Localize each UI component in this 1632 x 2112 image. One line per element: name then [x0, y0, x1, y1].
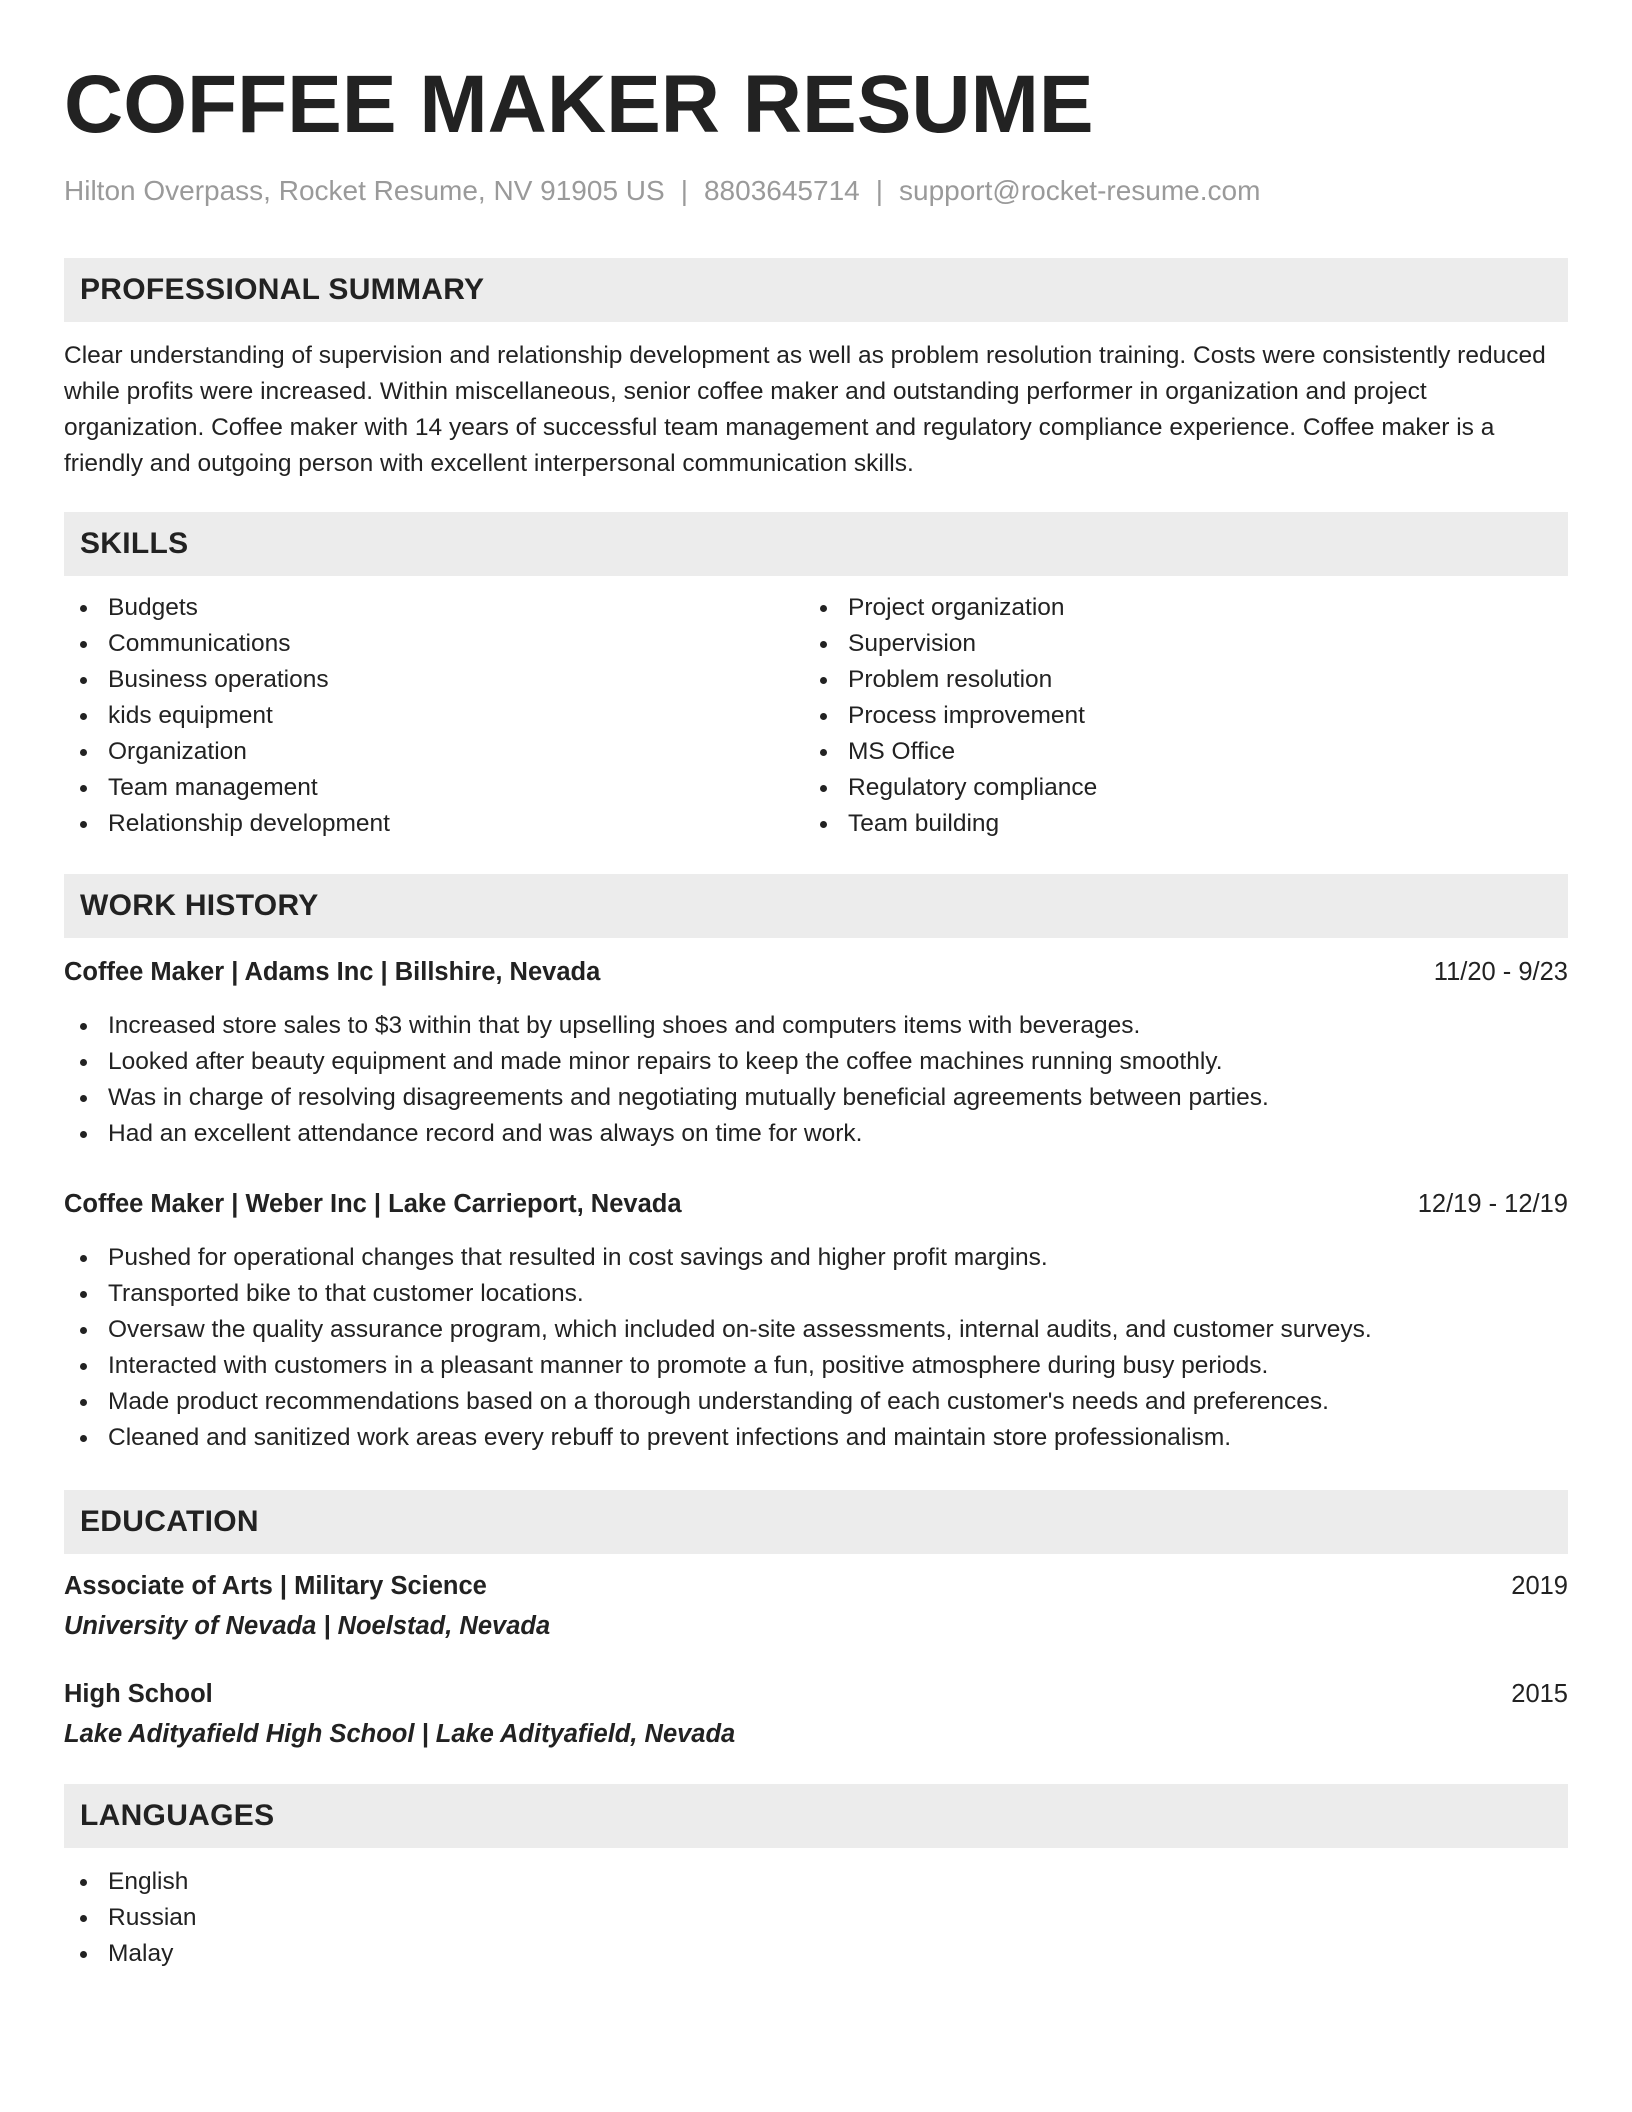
section-header-work: WORK HISTORY	[64, 874, 1568, 938]
skill-item: Team building	[804, 806, 1544, 842]
skill-item: Relationship development	[64, 806, 804, 842]
language-item: Russian	[64, 1900, 1568, 1936]
section-header-education: EDUCATION	[64, 1490, 1568, 1554]
job-entry	[64, 954, 1568, 1152]
job-bullet: Made product recommendations based on a thorough understanding of each customer's needs and preferences.	[64, 1384, 1568, 1420]
skill-item: Problem resolution	[804, 662, 1544, 698]
contact-line	[64, 174, 1568, 208]
skill-item: MS Office	[804, 734, 1544, 770]
languages-list	[64, 1864, 1568, 1972]
education-header	[64, 1568, 1568, 1604]
job-title: Coffee Maker | Adams Inc | Billshire, Nevada	[64, 957, 601, 986]
job-bullet: Increased store sales to $3 within that by upselling shoes and computers items with beverages.	[64, 1008, 1568, 1044]
job-header	[64, 954, 1568, 990]
education-degree: High School	[64, 1679, 213, 1708]
section-header-skills: SKILLS	[64, 512, 1568, 576]
job-bullet: Transported bike to that customer locations.	[64, 1276, 1568, 1312]
contact-separator: |	[680, 175, 688, 206]
contact-address: Hilton Overpass, Rocket Resume, NV 91905 US	[64, 175, 665, 206]
skill-item: Team management	[64, 770, 804, 806]
skill-item: kids equipment	[64, 698, 804, 734]
skills-list-right	[804, 590, 1544, 842]
job-entry	[64, 1186, 1568, 1456]
contact-separator: |	[875, 175, 883, 206]
education-date: 2019	[1511, 1571, 1568, 1600]
skill-item: Communications	[64, 626, 804, 662]
skill-item: Organization	[64, 734, 804, 770]
skills-grid	[64, 590, 1568, 842]
contact-email: support@rocket-resume.com	[899, 175, 1261, 206]
education-header	[64, 1676, 1568, 1712]
education-entry	[64, 1568, 1568, 1644]
job-header	[64, 1186, 1568, 1222]
education-degree: Associate of Arts | Military Science	[64, 1571, 487, 1600]
job-bullet: Was in charge of resolving disagreements and negotiating mutually beneficial agreements between parties.	[64, 1080, 1568, 1116]
job-bullets	[64, 1008, 1568, 1152]
job-bullets	[64, 1240, 1568, 1456]
job-date: 12/19 - 12/19	[1417, 1189, 1568, 1218]
education-school: Lake Adityafield High School | Lake Adityafield, Nevada	[64, 1719, 736, 1748]
job-bullet: Looked after beauty equipment and made minor repairs to keep the coffee machines running smoothly.	[64, 1044, 1568, 1080]
education-date: 2015	[1511, 1679, 1568, 1708]
language-item: Malay	[64, 1936, 1568, 1972]
section-header-languages: LANGUAGES	[64, 1784, 1568, 1848]
resume-title: COFFEE MAKER RESUME	[64, 59, 1094, 150]
job-bullet: Oversaw the quality assurance program, which included on-site assessments, internal audits, and customer surveys.	[64, 1312, 1568, 1348]
skill-item: Budgets	[64, 590, 804, 626]
contact-phone: 8803645714	[703, 175, 860, 206]
job-bullet: Interacted with customers in a pleasant manner to promote a fun, positive atmosphere during busy periods.	[64, 1348, 1568, 1384]
job-date: 11/20 - 9/23	[1433, 957, 1568, 986]
skill-item: Supervision	[804, 626, 1544, 662]
skill-item: Business operations	[64, 662, 804, 698]
job-bullet: Pushed for operational changes that resulted in cost savings and higher profit margins.	[64, 1240, 1568, 1276]
job-bullet: Had an excellent attendance record and was always on time for work.	[64, 1116, 1568, 1152]
section-header-summary: PROFESSIONAL SUMMARY	[64, 258, 1568, 322]
education-school: University of Nevada | Noelstad, Nevada	[64, 1611, 551, 1640]
job-bullet: Cleaned and sanitized work areas every rebuff to prevent infections and maintain store professionalism.	[64, 1420, 1568, 1456]
skill-item: Project organization	[804, 590, 1544, 626]
skills-list-left	[64, 590, 804, 842]
summary-text: Clear understanding of supervision and relationship development as well as problem resolution training. Costs were consistently reduced while profits were increased. Within miscellaneous, senior coffee maker and outstanding performer in organization and project organization. Coffee maker with 14 years of successful team management and regulatory compliance experience. Coffee maker is a friendly and outgoing person with excellent interpersonal communication skills.	[64, 341, 1546, 477]
skill-item: Process improvement	[804, 698, 1544, 734]
language-item: English	[64, 1864, 1568, 1900]
skill-item: Regulatory compliance	[804, 770, 1544, 806]
job-title: Coffee Maker | Weber Inc | Lake Carrieport, Nevada	[64, 1189, 682, 1218]
education-entry	[64, 1676, 1568, 1752]
